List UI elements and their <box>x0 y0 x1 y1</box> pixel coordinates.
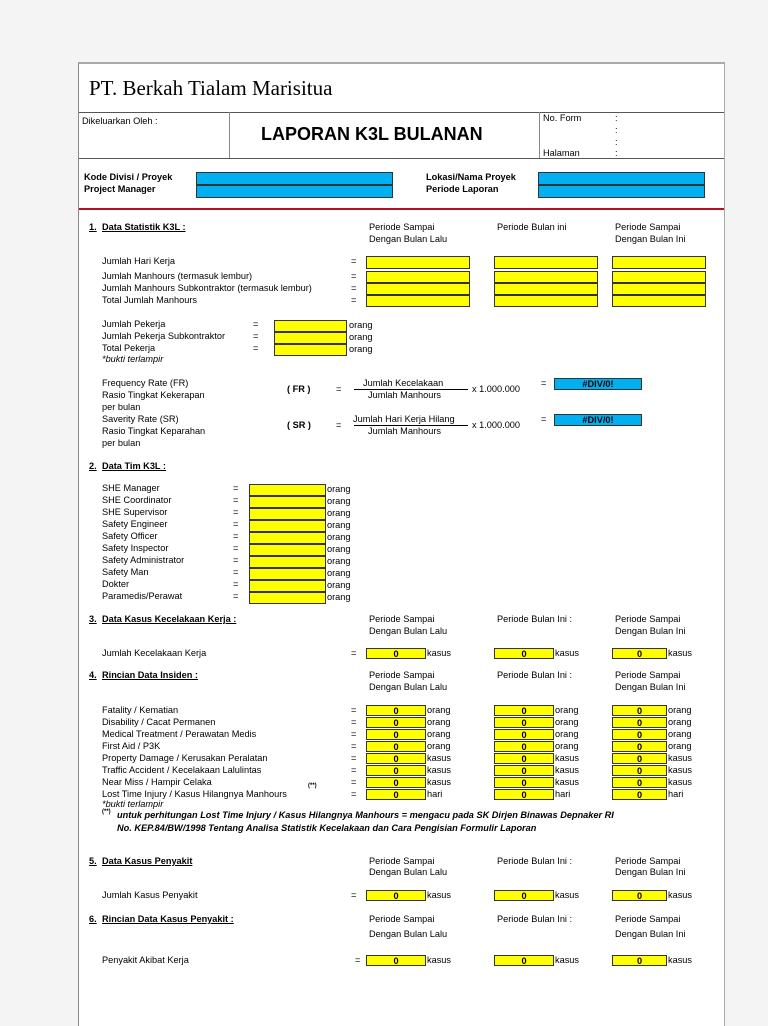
unit: kasus <box>427 753 452 763</box>
multiplier: x 1.000.000 <box>472 420 521 430</box>
col-header: Dengan Bulan Lalu <box>369 867 448 877</box>
row-label: Jumlah Manhours (termasuk lembur) <box>102 271 253 281</box>
value-cell[interactable]: 0 <box>612 955 667 966</box>
row-label: Jumlah Kasus Penyakit <box>102 890 198 900</box>
equals: = <box>253 331 259 341</box>
unit: kasus <box>427 765 452 775</box>
value-cell[interactable]: 0 <box>494 741 554 752</box>
unit: kasus <box>427 955 452 965</box>
sr-code: ( SR ) <box>287 420 311 430</box>
incident-label: Lost Time Injury / Kasus Hilangnya Manhours <box>102 789 287 799</box>
team-role-label: Safety Administrator <box>102 555 185 565</box>
equals: = <box>233 591 239 601</box>
col-header: Periode Bulan Ini : <box>497 914 573 924</box>
row-label: Penyakit Akibat Kerja <box>102 955 189 965</box>
col-header: Periode Sampai <box>615 914 681 924</box>
value-cell[interactable]: 0 <box>494 789 554 800</box>
equals: = <box>233 519 239 529</box>
equals: = <box>336 384 342 394</box>
equals: = <box>351 890 357 900</box>
value-cell[interactable]: 0 <box>494 717 554 728</box>
project-manager-label: Project Manager <box>84 184 156 194</box>
team-role-label: Safety Officer <box>102 531 158 541</box>
value-cell[interactable]: 0 <box>494 648 554 659</box>
input-cell[interactable] <box>274 332 347 344</box>
input-cell[interactable] <box>494 295 598 307</box>
note: untuk perhitungan Lost Time Injury / Kasus Hilangnya Manhours = mengacu pada SK Dirjen Binawas Depnaker RI <box>117 810 614 820</box>
col-header: Dengan Bulan Ini <box>615 682 686 692</box>
team-role-label: SHE Supervisor <box>102 507 168 517</box>
col-header: Dengan Bulan Lalu <box>369 682 448 692</box>
unit: kasus <box>427 890 452 900</box>
input-cell[interactable] <box>494 283 598 295</box>
row-label: Total Pekerja <box>102 343 156 353</box>
unit: kasus <box>668 955 693 965</box>
colon: : <box>615 113 618 123</box>
s1-title: Data Statistik K3L : <box>102 222 186 232</box>
value-cell[interactable]: 0 <box>612 729 667 740</box>
col-header: Periode Sampai <box>615 614 681 624</box>
value-cell[interactable]: 0 <box>612 777 667 788</box>
divider-red <box>79 208 724 210</box>
equals: = <box>351 283 357 293</box>
team-role-label: Paramedis/Perawat <box>102 591 183 601</box>
unit: kasus <box>668 765 693 775</box>
unit: orang <box>555 717 579 727</box>
input-cell[interactable] <box>366 256 470 269</box>
halaman-label: Halaman <box>543 148 580 158</box>
col-header: Periode Bulan Ini : <box>497 670 573 680</box>
input-cell[interactable] <box>249 592 326 604</box>
equals: = <box>233 531 239 541</box>
value-cell[interactable]: 0 <box>494 955 554 966</box>
value-cell[interactable]: 0 <box>366 705 426 716</box>
fr-denominator: Jumlah Manhours <box>368 390 442 400</box>
equals: = <box>351 741 357 751</box>
input-cell[interactable] <box>249 496 326 508</box>
input-cell[interactable] <box>494 271 598 283</box>
unit: orang <box>349 344 373 354</box>
s2-num: 2. <box>89 461 97 471</box>
s5-title: Data Kasus Penyakit <box>102 856 193 866</box>
equals: = <box>351 777 357 787</box>
sr-numerator: Jumlah Hari Kerja Hilang <box>353 414 455 424</box>
equals: = <box>253 319 259 329</box>
input-cell[interactable] <box>249 556 326 568</box>
unit: orang <box>668 717 692 727</box>
value-cell[interactable]: 0 <box>366 741 426 752</box>
incident-label: Medical Treatment / Perawatan Medis <box>102 729 257 739</box>
value-cell[interactable]: 0 <box>494 765 554 776</box>
team-role-label: Safety Inspector <box>102 543 169 553</box>
unit: hari <box>668 789 684 799</box>
fr-numerator: Jumlah Kecelakaan <box>363 378 444 388</box>
unit: kasus <box>555 753 580 763</box>
incident-label: Disability / Cacat Permanen <box>102 717 216 727</box>
equals: = <box>253 343 259 353</box>
report-sheet <box>78 62 725 1026</box>
input-cell[interactable] <box>249 508 326 520</box>
input-cell[interactable] <box>612 295 706 307</box>
unit: orang <box>327 496 351 506</box>
unit: orang <box>427 741 451 751</box>
col-header: Periode Sampai <box>369 222 435 232</box>
row-label: Jumlah Hari Kerja <box>102 256 176 266</box>
value-cell[interactable]: 0 <box>612 648 667 659</box>
team-role-label: Safety Engineer <box>102 519 168 529</box>
equals: = <box>351 648 357 658</box>
equals: = <box>541 414 547 424</box>
equals: = <box>233 555 239 565</box>
input-cell[interactable] <box>249 544 326 556</box>
equals: = <box>233 483 239 493</box>
team-role-label: Dokter <box>102 579 130 589</box>
fr-result: #DIV/0! <box>554 378 642 390</box>
s2-title: Data Tim K3L : <box>102 461 166 471</box>
equals: = <box>351 717 357 727</box>
unit: kasus <box>427 777 452 787</box>
unit: orang <box>668 741 692 751</box>
unit: orang <box>327 520 351 530</box>
row-label: Total Jumlah Manhours <box>102 295 197 305</box>
unit: orang <box>668 729 692 739</box>
unit: hari <box>427 789 443 799</box>
input-cell[interactable] <box>249 520 326 532</box>
incident-label: Near Miss / Hampir Celaka <box>102 777 212 787</box>
value-cell[interactable]: 0 <box>494 729 554 740</box>
input-cell[interactable] <box>274 320 347 332</box>
col-header: Dengan Bulan Ini <box>615 929 686 939</box>
unit: orang <box>327 532 351 542</box>
row-label: Jumlah Kecelakaan Kerja <box>102 648 207 658</box>
row-label: Jumlah Pekerja <box>102 319 166 329</box>
col-header: Periode Bulan ini <box>497 222 567 232</box>
project-manager-input[interactable] <box>196 185 393 198</box>
divider <box>79 158 724 159</box>
report-title: LAPORAN K3L BULANAN <box>261 124 483 144</box>
fr-code: ( FR ) <box>287 384 311 394</box>
col-header: Periode Sampai <box>369 670 435 680</box>
value-cell[interactable]: 0 <box>612 753 667 764</box>
periode-laporan-label: Periode Laporan <box>426 184 499 194</box>
value-cell[interactable]: 0 <box>494 890 554 901</box>
kode-divisi-input[interactable] <box>196 172 393 185</box>
value-cell[interactable]: 0 <box>494 705 554 716</box>
col-header: Dengan Bulan Ini <box>615 234 686 244</box>
value-cell[interactable]: 0 <box>366 648 426 659</box>
col-header: Periode Sampai <box>615 222 681 232</box>
col-header: Dengan Bulan Lalu <box>369 626 448 636</box>
team-role-label: SHE Coordinator <box>102 495 172 505</box>
issued-by-label: Dikeluarkan Oleh : <box>82 116 158 126</box>
unit: orang <box>668 705 692 715</box>
note: No. KEP.84/BW/1998 Tentang Analisa Statistik Kecelakaan dan Cara Pengisian Formulir Laporan <box>117 823 537 833</box>
team-role-label: Safety Man <box>102 567 149 577</box>
unit: kasus <box>555 777 580 787</box>
col-header: Periode Bulan Ini : <box>497 614 573 624</box>
s4-num: 4. <box>89 670 97 680</box>
col-header: Periode Sampai <box>615 856 681 866</box>
col-header: Periode Sampai <box>369 856 435 866</box>
col-header: Periode Sampai <box>369 914 435 924</box>
equals: = <box>233 543 239 553</box>
divider <box>79 112 724 113</box>
s4-title: Rincian Data Insiden : <box>102 670 198 680</box>
value-cell[interactable]: 0 <box>612 890 667 901</box>
equals: = <box>351 256 357 266</box>
unit: kasus <box>427 648 452 658</box>
equals: = <box>351 729 357 739</box>
kode-divisi-label: Kode Divisi / Proyek <box>84 172 173 182</box>
incident-label: Fatality / Kematian <box>102 705 179 715</box>
unit: hari <box>555 789 571 799</box>
note: *bukti terlampir <box>102 799 164 809</box>
divider <box>229 112 230 158</box>
lokasi-label: Lokasi/Nama Proyek <box>426 172 516 182</box>
unit: orang <box>327 580 351 590</box>
row-label: Jumlah Manhours Subkontraktor (termasuk lembur) <box>102 283 312 293</box>
unit: kasus <box>668 777 693 787</box>
equals: = <box>541 378 547 388</box>
incident-label: First Aid / P3K <box>102 741 161 751</box>
incident-label: Traffic Accident / Kecelakaan Lalulintas <box>102 765 262 775</box>
unit: orang <box>555 729 579 739</box>
periode-laporan-input[interactable] <box>538 185 705 198</box>
value-cell[interactable]: 0 <box>366 777 426 788</box>
equals: = <box>336 420 342 430</box>
unit: kasus <box>668 648 693 658</box>
input-cell[interactable] <box>249 484 326 496</box>
unit: kasus <box>555 890 580 900</box>
col-header: Periode Bulan Ini : <box>497 856 573 866</box>
fr-label: per bulan <box>102 402 141 412</box>
sr-result: #DIV/0! <box>554 414 642 426</box>
unit: orang <box>427 717 451 727</box>
value-cell[interactable]: 0 <box>612 765 667 776</box>
s5-num: 5. <box>89 856 97 866</box>
team-role-label: SHE Manager <box>102 483 160 493</box>
input-cell[interactable] <box>612 271 706 283</box>
lokasi-input[interactable] <box>538 172 705 185</box>
unit: orang <box>349 320 373 330</box>
s1-num: 1. <box>89 222 97 232</box>
unit: orang <box>349 332 373 342</box>
input-cell[interactable] <box>366 295 470 307</box>
sr-label: Saverity Rate (SR) <box>102 414 179 424</box>
input-cell[interactable] <box>612 256 706 269</box>
unit: orang <box>327 592 351 602</box>
s3-num: 3. <box>89 614 97 624</box>
unit: kasus <box>668 890 693 900</box>
sr-label: Rasio Tingkat Keparahan <box>102 426 206 436</box>
col-header: Periode Sampai <box>369 614 435 624</box>
value-cell[interactable]: 0 <box>366 789 426 800</box>
unit: kasus <box>555 955 580 965</box>
col-header: Dengan Bulan Lalu <box>369 929 448 939</box>
colon: : <box>615 148 618 158</box>
note-marker: (**) <box>102 809 111 815</box>
col-header: Dengan Bulan Ini <box>615 867 686 877</box>
equals: = <box>351 705 357 715</box>
value-cell[interactable]: 0 <box>612 741 667 752</box>
unit: kasus <box>555 648 580 658</box>
s3-title: Data Kasus Kecelakaan Kerja : <box>102 614 237 624</box>
unit: orang <box>427 729 451 739</box>
unit: orang <box>555 741 579 751</box>
fr-label: Frequency Rate (FR) <box>102 378 189 388</box>
unit: orang <box>555 705 579 715</box>
equals: = <box>351 295 357 305</box>
incident-label: Property Damage / Kerusakan Peralatan <box>102 753 268 763</box>
equals: = <box>233 507 239 517</box>
s6-num: 6. <box>89 914 97 924</box>
multiplier: x 1.000.000 <box>472 384 521 394</box>
equals: = <box>233 567 239 577</box>
input-cell[interactable] <box>249 532 326 544</box>
equals: = <box>233 495 239 505</box>
value-cell[interactable]: 0 <box>612 705 667 716</box>
value-cell[interactable]: 0 <box>366 890 426 901</box>
unit: kasus <box>555 765 580 775</box>
company-name: PT. Berkah Tialam Marisitua <box>89 76 333 100</box>
equals: = <box>351 765 357 775</box>
input-cell[interactable] <box>274 344 347 356</box>
sr-label: per bulan <box>102 438 141 448</box>
unit: orang <box>327 508 351 518</box>
input-cell[interactable] <box>612 283 706 295</box>
unit: orang <box>327 568 351 578</box>
value-cell[interactable]: 0 <box>366 729 426 740</box>
divider <box>539 112 540 158</box>
value-cell[interactable]: 0 <box>366 717 426 728</box>
row-label: Jumlah Pekerja Subkontraktor <box>102 331 226 341</box>
equals: = <box>351 753 357 763</box>
fr-label: Rasio Tingkat Kekerapan <box>102 390 205 400</box>
unit: kasus <box>668 753 693 763</box>
s6-title: Rincian Data Kasus Penyakit : <box>102 914 234 924</box>
equals: = <box>351 789 357 799</box>
input-cell[interactable] <box>366 271 470 283</box>
input-cell[interactable] <box>494 256 598 269</box>
input-cell[interactable] <box>249 580 326 592</box>
value-cell[interactable]: 0 <box>612 717 667 728</box>
input-cell[interactable] <box>249 568 326 580</box>
unit: orang <box>327 544 351 554</box>
equals: = <box>355 955 361 965</box>
input-cell[interactable] <box>366 283 470 295</box>
value-cell[interactable]: 0 <box>494 777 554 788</box>
ltl-marker: (**) <box>308 783 317 789</box>
colon: : <box>615 125 618 135</box>
equals: = <box>351 271 357 281</box>
no-form-label: No. Form <box>543 113 582 123</box>
value-cell[interactable]: 0 <box>366 955 426 966</box>
col-header: Periode Sampai <box>615 670 681 680</box>
value-cell[interactable]: 0 <box>366 753 426 764</box>
col-header: Dengan Bulan Lalu <box>369 234 448 244</box>
equals: = <box>233 579 239 589</box>
sr-denominator: Jumlah Manhours <box>368 426 442 436</box>
note: *bukti terlampir <box>102 354 164 364</box>
unit: orang <box>427 705 451 715</box>
value-cell[interactable]: 0 <box>612 789 667 800</box>
colon: : <box>615 137 618 147</box>
value-cell[interactable]: 0 <box>366 765 426 776</box>
unit: orang <box>327 484 351 494</box>
value-cell[interactable]: 0 <box>494 753 554 764</box>
col-header: Dengan Bulan Ini <box>615 626 686 636</box>
unit: orang <box>327 556 351 566</box>
